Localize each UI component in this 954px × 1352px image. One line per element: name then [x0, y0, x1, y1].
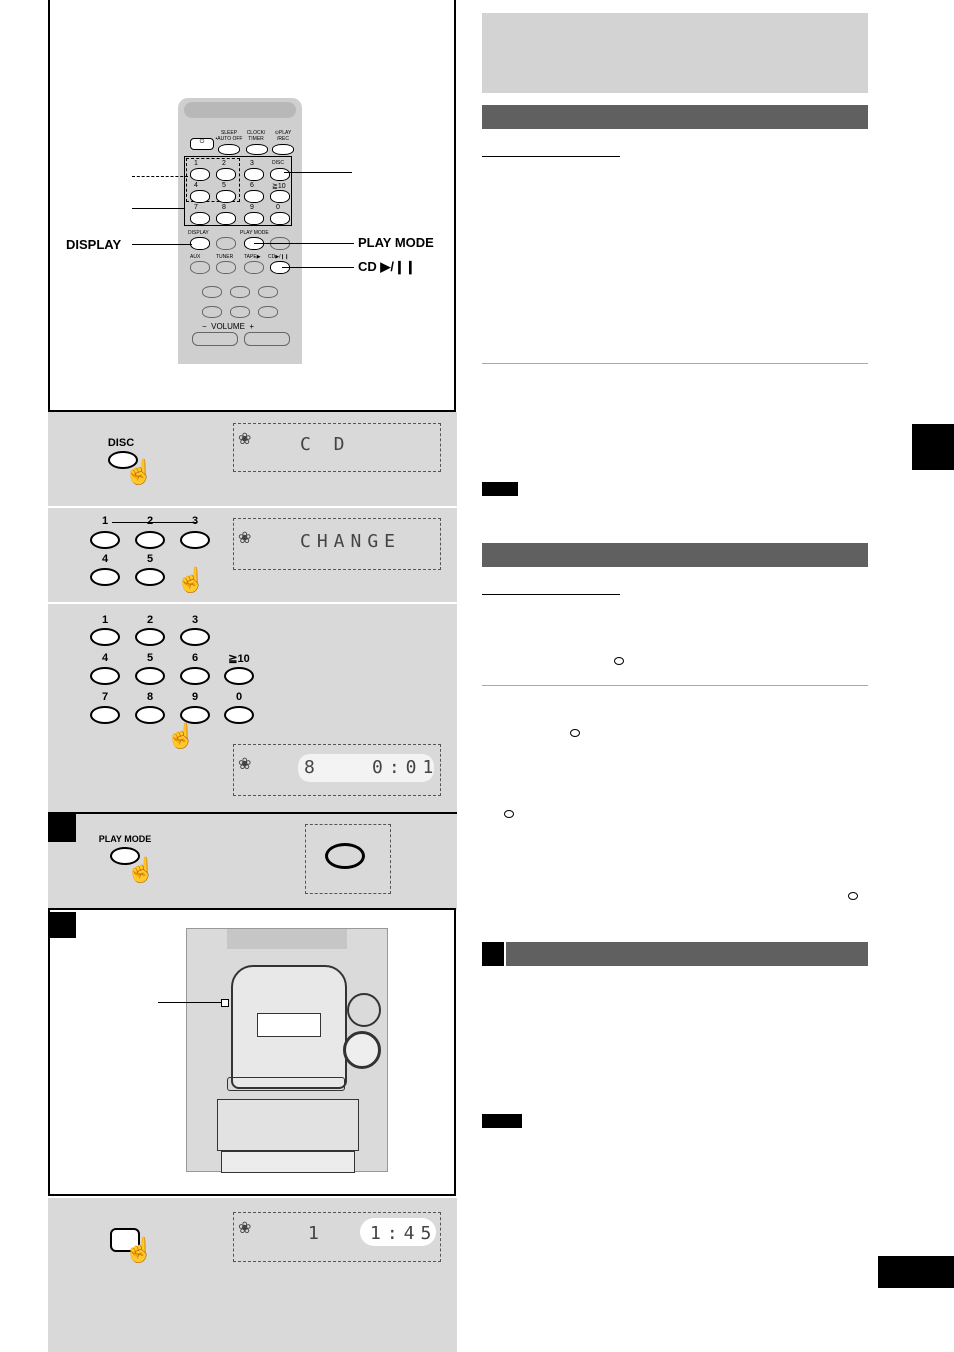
remote-eq-button[interactable]: [202, 306, 222, 318]
select-key-5-label: 5: [146, 553, 154, 565]
repeat-icon: [325, 843, 365, 869]
side-chapter-tab: [912, 424, 954, 470]
remote-disc-button[interactable]: [270, 168, 290, 181]
remote-key-7-label: 7: [194, 204, 198, 211]
play-mode-callout-label: PLAY MODE: [358, 235, 434, 250]
unit-display-window: [257, 1013, 321, 1037]
callout-line-disc: [284, 172, 352, 173]
remote-key-5-label: 5: [222, 182, 226, 189]
page-number-tab: [878, 1256, 954, 1288]
play-rec-button[interactable]: [272, 144, 294, 155]
remote-key-0-label: 0: [276, 204, 280, 211]
remote-key-9[interactable]: [244, 212, 264, 225]
sleep-button[interactable]: [218, 144, 240, 155]
track-key-1-label: 1: [101, 614, 109, 626]
step-marker-b: [50, 912, 76, 938]
track-key-4[interactable]: [90, 667, 120, 685]
section-3-marker: [482, 942, 506, 966]
hand-pointer-icon: ☝: [126, 857, 156, 884]
track-key-6[interactable]: [180, 667, 210, 685]
lcd-track-time: 0:01: [372, 757, 440, 778]
remote-key-1[interactable]: [190, 168, 210, 181]
track-key-2-label: 2: [146, 614, 154, 626]
unit-top-lid: [227, 929, 347, 949]
repeat-icon: [614, 657, 624, 665]
remote-stop-button[interactable]: [258, 286, 278, 298]
lcd-disc-text: C D: [300, 434, 351, 455]
remote-aux-label: AUX: [190, 254, 201, 260]
remote-aux-button[interactable]: [190, 261, 210, 274]
disc-tray-icon: ❀: [238, 530, 252, 547]
lcd-final-track: 1: [308, 1223, 325, 1244]
callout-line-cd: [282, 267, 354, 268]
select-key-1-label: 1: [101, 515, 109, 527]
track-key-0-label: 0: [235, 691, 243, 703]
track-key-7-label: 7: [101, 691, 109, 703]
select-key-2-label: 2: [146, 515, 154, 527]
repeat-icon: [570, 729, 580, 737]
remote-key-3[interactable]: [244, 168, 264, 181]
remote-key-10plus-label: ≧10: [272, 183, 286, 190]
remote-key-1-label: 1: [194, 160, 198, 167]
divider-rule-2: [482, 685, 868, 686]
track-key-10plus[interactable]: [224, 667, 254, 685]
track-key-1[interactable]: [90, 628, 120, 646]
remote-control: [178, 98, 302, 364]
power-button[interactable]: ⏻: [190, 138, 214, 150]
remote-key-4-label: 4: [194, 182, 198, 189]
lcd-final-time: 1:45: [370, 1223, 438, 1244]
select-key-4-label: 4: [101, 553, 109, 565]
lcd-track-number: 8: [304, 757, 321, 778]
subheading-underline-2: [482, 594, 620, 595]
remote-tape-label: TAPE▶: [244, 254, 261, 260]
unit-button-row: [227, 1077, 345, 1091]
unit-jog-dial[interactable]: [347, 993, 381, 1027]
remote-source-row: [188, 254, 292, 276]
section-bar-2: [482, 543, 868, 567]
track-key-10plus-label: ≧10: [228, 653, 250, 665]
track-key-5-label: 5: [146, 652, 154, 664]
select-key-4[interactable]: [90, 568, 120, 586]
callout-line-numeric: [132, 208, 184, 209]
remote-display-button[interactable]: [190, 237, 210, 250]
callout-line-dashed: [132, 176, 188, 177]
subheading-underline-1: [482, 156, 620, 157]
remote-key-10plus[interactable]: [270, 190, 290, 203]
track-key-3-label: 3: [191, 614, 199, 626]
track-key-4-label: 4: [101, 652, 109, 664]
section-bar-3: [482, 942, 868, 966]
remote-cd-label: CD▶/❙❙: [268, 254, 289, 260]
track-key-6-label: 6: [191, 652, 199, 664]
remote-key-5[interactable]: [216, 190, 236, 203]
hand-pointer-icon: ☝: [124, 1237, 154, 1264]
remote-volume-up-button[interactable]: [244, 332, 290, 346]
remote-disc-label: DISC: [272, 160, 284, 166]
remote-key-2-label: 2: [222, 160, 226, 167]
remote-tuner-button[interactable]: [216, 261, 236, 274]
cd-play-pause-callout-label: CD ▶/❙❙: [358, 259, 416, 274]
track-key-0[interactable]: [224, 706, 254, 724]
display-callout-label: DISPLAY: [66, 237, 122, 252]
section-bar-1: [482, 105, 868, 129]
track-key-2[interactable]: [135, 628, 165, 646]
remote-key-8-label: 8: [222, 204, 226, 211]
step-marker-a: [48, 814, 76, 842]
disc-button-label: DISC: [107, 437, 135, 449]
repeat-icon: [848, 892, 858, 900]
remote-key-3-label: 3: [250, 160, 254, 167]
remote-muting-button[interactable]: [258, 306, 278, 318]
lcd-change-text: CHANGE: [300, 531, 402, 552]
disc-tray-icon: ❀: [238, 1220, 252, 1237]
sleep-label: SLEEP •AUTO OFF: [215, 130, 243, 142]
remote-key-6-label: 6: [250, 182, 254, 189]
remote-skip-back-button[interactable]: [202, 286, 222, 298]
remote-func2-button[interactable]: [216, 237, 236, 250]
remote-function-row: [188, 230, 292, 252]
callout-line-display: [132, 244, 192, 245]
remote-key-0[interactable]: [270, 212, 290, 225]
track-key-3[interactable]: [180, 628, 210, 646]
play-mode-button-label: PLAY MODE: [98, 834, 152, 844]
track-key-8[interactable]: [135, 706, 165, 724]
track-key-8-label: 8: [146, 691, 154, 703]
remote-volume-label: − VOLUME +: [202, 322, 255, 331]
select-key-5[interactable]: [135, 568, 165, 586]
remote-tuner-label: TUNER: [216, 254, 234, 260]
disc-tray-icon: ❀: [238, 756, 252, 773]
unit-volume-knob[interactable]: [343, 1031, 381, 1069]
select-key-3[interactable]: [180, 531, 210, 549]
select-key-2[interactable]: [135, 531, 165, 549]
callout-line-playmode: [254, 243, 354, 244]
step-playmode-panel: [48, 812, 457, 910]
play-rec-label: ⊙PLAY /REC: [274, 130, 292, 142]
remote-display-label: DISPLAY: [188, 230, 209, 236]
select-key-1[interactable]: [90, 531, 120, 549]
unit-indicator-lamp: [221, 999, 229, 1007]
divider-rule-1: [482, 363, 868, 364]
remote-key-8[interactable]: [216, 212, 236, 225]
repeat-icon: [504, 810, 514, 818]
remote-skip-row: [188, 278, 292, 318]
unit-base: [221, 1151, 355, 1173]
note-tag-2: [482, 1114, 522, 1128]
stereo-unit-illustration: [186, 928, 388, 1172]
remote-key-9-label: 9: [250, 204, 254, 211]
remote-key-6[interactable]: [244, 190, 264, 203]
hand-pointer-icon: ☝: [124, 459, 154, 486]
remote-top-grip: [184, 102, 296, 118]
unit-lower-door: [217, 1099, 359, 1151]
track-key-7[interactable]: [90, 706, 120, 724]
select-key-3-label: 3: [191, 515, 199, 527]
remote-preset-button[interactable]: [230, 306, 250, 318]
remote-playmode-label: PLAY MODE: [240, 230, 269, 236]
hand-pointer-icon: ☝: [176, 567, 206, 594]
note-tag-1: [482, 482, 518, 496]
track-key-9-label: 9: [191, 691, 199, 703]
remote-key-7[interactable]: [190, 212, 210, 225]
track-key-5[interactable]: [135, 667, 165, 685]
callout-line-indicator: [158, 1002, 222, 1003]
remote-key-2[interactable]: [216, 168, 236, 181]
remote-numeric-grid: [188, 160, 292, 226]
remote-tape-button[interactable]: [244, 261, 264, 274]
remote-key-4[interactable]: [190, 190, 210, 203]
remote-volume-down-button[interactable]: [192, 332, 238, 346]
clock-timer-button[interactable]: [246, 144, 268, 155]
page-header-box: [482, 13, 868, 93]
remote-skip-fwd-button[interactable]: [230, 286, 250, 298]
hand-pointer-icon: ☝: [166, 723, 196, 750]
clock-timer-label: CLOCK/ TIMER: [246, 130, 266, 142]
disc-tray-icon: ❀: [238, 431, 252, 448]
